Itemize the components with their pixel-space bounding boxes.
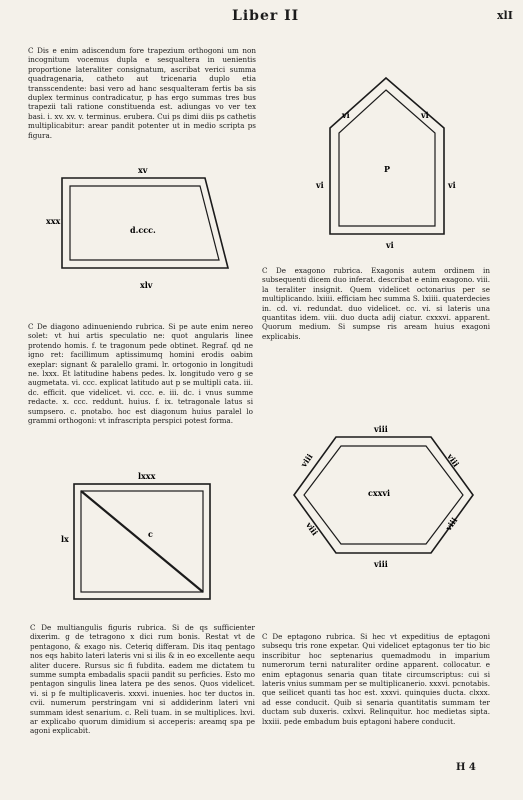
running-head: Liber II bbox=[232, 8, 300, 24]
pentagon-right-label: vi bbox=[448, 180, 456, 190]
hexagon-top-label: viii bbox=[374, 424, 388, 434]
pentagon-top-right-label: vi bbox=[421, 110, 429, 120]
square-left-label: lx bbox=[61, 534, 69, 544]
hexagon-lower-right-label: viii bbox=[443, 515, 460, 533]
hexagon-center-label: cxxvi bbox=[368, 488, 391, 498]
trapezium-top-label: xv bbox=[138, 165, 148, 175]
folio-number: xlI bbox=[497, 9, 513, 22]
intro-paragraph: C Dis e enim adiscendum fore trapezium orthogoni um non incognitum vocemus dupla e sesqualtera in uenientis proportione lateraliter consignatum, ascribat verici summa quadragenaria, catheto aut tricenaria duplo etia transscendente: basi vero ad hanc sesqualteram fertis ba sis duplex terminus contradicatur, p has ergo summas tres bus trapezii tali ratione constituenda est. adiungas vo ver tex basi. i. xv. xv. v. terminus. erubera. Cui ps dimi diis ps cathetis multiplicabitur: arear pandit potenter ut in medio scripta ps figura. bbox=[28, 46, 256, 140]
pentagon-figure bbox=[315, 78, 456, 250]
diagono-rubric-paragraph: C De diagono adinueniendo rubrica. Si pe aute enim nereo solet: vt hui artis speculatio ne: quot angularis linee protendo homis. f. te tragonum pede obtinet. Regraf. qd ne igno ret: facillimum aptissimumq homini erodis oabim exeplar: signant & paralello grami. lr. ortogonio in longitudi ne. lxxx. Et latitudine habens pedes. lx. longitudo vero g se augmetata. vi. ccc. explicat latitudo aut p se multipli cata. iii. dc. efficit. que videlicet. vi. ccc. e. iii. dc. i vnus summe redacte. x. ccc. reddunt. huius. f. ix. tetragonale latus si sumpsero. c. pnotabo. hoc est diagonum huius paralel lo grammi orthogoni: vt infrascripta perspici potest forma. bbox=[28, 322, 253, 426]
hexagon-figure bbox=[294, 424, 473, 569]
square-center-label: c bbox=[148, 529, 153, 539]
trapezium-center-label: d.ccc. bbox=[130, 225, 156, 235]
pentagon-rubric-paragraph: C De multiangulis figuris rubrica. Si de qs sufficienter dixerim. g de tetragono x dici rum bonis. Restat vt de pentagono, & exago nis. Ceteriq differam. Dis itaq pentago nos eqs habito lateri lateris vni si ilis & in eo excellente aequ aliter ducere. Rursus sic fi fubdita. eadem me dictatem tu summe sumpta embadalis spacii pandit su perficies. Esto mo pentagon singulis linea latera pe des senos. Quos videlicet. vi. si p fe multiplicaveris. xxxvi. inuenies. hoc ter ductos in. cvii. numerum perstringam vni si addiderinm lateri vni summam idest senarium. c. Reli tuam. in se multiplices. lxvi. ar explicabo quorum dimidium si acceperis: areamq spa pe agoni explicabit. bbox=[30, 623, 255, 736]
trapezium-figure bbox=[46, 165, 228, 290]
hexagon-upper-left-label: viii bbox=[298, 451, 315, 469]
hexagon-upper-right-label: viii bbox=[445, 451, 462, 469]
pentagon-left-label: vi bbox=[316, 180, 324, 190]
hexagon-lower-left-label: viii bbox=[304, 520, 321, 538]
pentagon-top-left-label: vi bbox=[342, 110, 350, 120]
heptagon-rubric-paragraph: C De eptagono rubrica. Si hec vt expeditius de eptagoni subsequ tris rone expetar. Qui videlicet eptagonus ter tio bic inscribitur hoc septenarius quemadmodu in imparium numerorum terni naturaliter ordine apparent. collocatur. e enim eptagonus senaria quan titate circumscriptus: cui si lateris vnius summam per se multiplicanerio. xxxvi. pcnotabis. que seilicet quanti tas hoc est. xxxvi. quinquies ducta. clxxx. ad esse conducit. Quib si senaria quantitatis summam ter ductam sub duxeris. cxlxvi. Relinquitur. hoc medietas sipta. lxxiii. pede embadum buis eptagoni habere conducit. bbox=[262, 632, 490, 726]
trapezium-bottom-label: xlv bbox=[140, 280, 153, 290]
pentagon-bottom-label: vi bbox=[386, 240, 394, 250]
gathering-signature: H 4 bbox=[456, 762, 476, 773]
pentagon-center-label: P bbox=[384, 164, 391, 174]
hexagon-rubric-paragraph: C De exagono rubrica. Exagonis autem ordinem in subsequenti dicem duo inferat. describat e enim exagono. viii. la teraliter insignit. Quem videlicet octonarius per se multiplicando. lxiiii. efficiam hec summa S. lxiiii. quaterdecies in. cd. vi. redundat. duo videlicet. cc. vi. si lateris una quantitas idem. viii. duo ducta adij ciatur. cxxxvi. apparent. Quorum medium. Si sumpse ris aream huius exagoni explicabis. bbox=[262, 266, 490, 341]
square-top-label: lxxx bbox=[138, 471, 156, 481]
hexagon-bottom-label: viii bbox=[374, 559, 388, 569]
trapezium-left-label: xxx bbox=[46, 216, 61, 226]
square-diagonal-figure bbox=[61, 471, 210, 599]
